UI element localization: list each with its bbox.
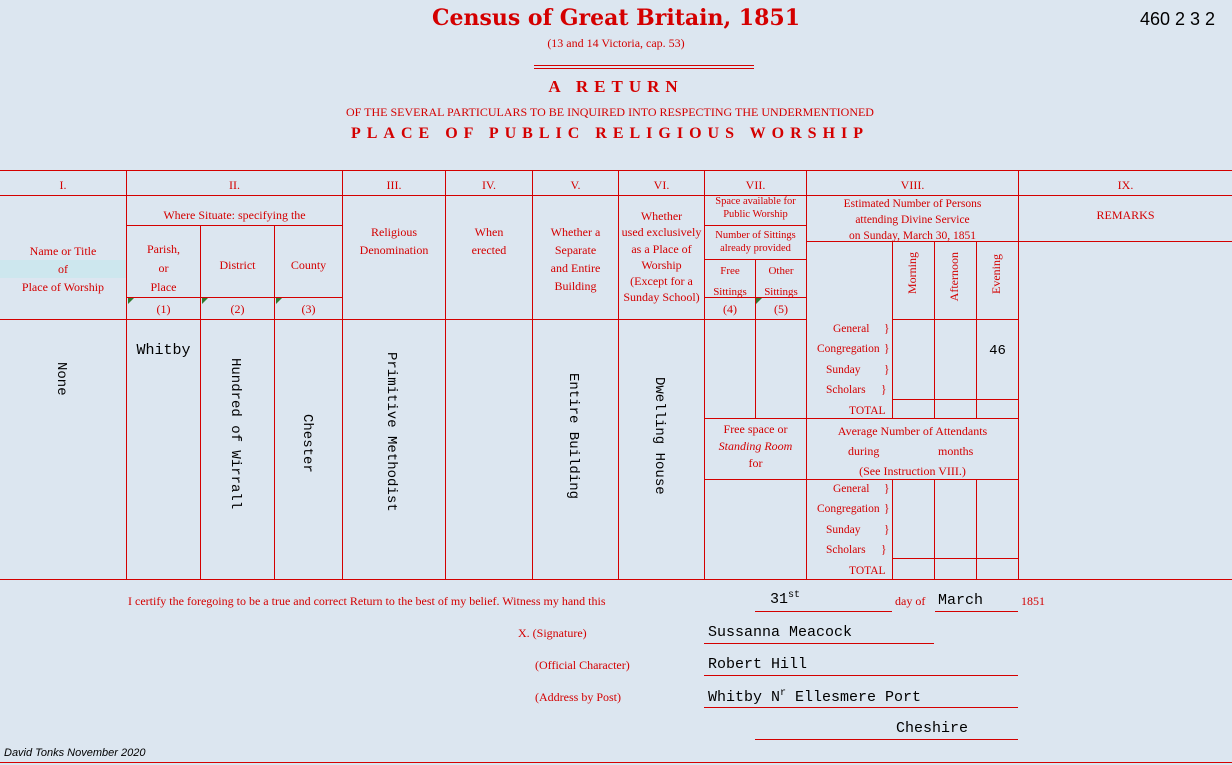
official-line (704, 675, 1018, 676)
col-numeral-2: II. (229, 178, 240, 192)
col7-space-header: Space available for Public Worship (715, 196, 796, 220)
grid-line (0, 319, 806, 320)
return-heading: A RETURN (548, 77, 684, 96)
grid-line (934, 241, 935, 418)
place-name-value: None (53, 362, 69, 396)
address-line (704, 707, 1018, 708)
exclusive-use-value: Dwelling House (651, 377, 667, 495)
address-label: (Address by Post) (535, 690, 621, 704)
address-value: Whitby $N^r$ Ellesmere Port (708, 688, 922, 706)
grid-line (934, 479, 935, 579)
grid-line (705, 225, 806, 226)
denomination-value: Primitive Methodist (383, 352, 399, 512)
col-numeral-1: I. (59, 178, 67, 192)
grid-line (274, 225, 275, 579)
address-line-2 (755, 739, 1018, 740)
certification-statement: I certify the foregoing to be a true and correct Return to the best of my belief. Witness my hand this (128, 594, 606, 608)
col-num-4: (4) (723, 302, 737, 316)
official-value: Robert Hill (708, 656, 808, 673)
col-numeral-4: IV. (481, 178, 497, 192)
grid-line (127, 225, 342, 226)
free-sittings-header: Free Sittings (713, 265, 747, 298)
grid-line (127, 297, 342, 298)
address-value-2: Cheshire (896, 720, 969, 737)
evening-congregation-value: 46 (989, 343, 1006, 359)
title-rule-2 (534, 68, 754, 69)
corner-marker (202, 298, 208, 304)
col5-header: Whether a Separate and Entire Building (550, 225, 601, 293)
average-labels: General } Congregation } Sunday } Scholars } TOTAL (817, 483, 890, 577)
day-of-label: day of (895, 594, 926, 608)
grid-line (892, 558, 1018, 559)
official-label: (Official Character) (535, 658, 630, 672)
col-num-5: (5) (774, 302, 788, 316)
col2-header: Where Situate: specifying the (163, 208, 306, 222)
col-numeral-3: III. (386, 178, 402, 192)
title-rule (534, 65, 754, 66)
other-sittings-header: Other Sittings (764, 265, 798, 298)
col-num-2: (2) (230, 302, 245, 316)
col-num-1: (1) (156, 302, 171, 316)
corner-marker (128, 298, 134, 304)
col1-header: Name or Title of Place of Worship (0, 242, 126, 296)
grid-line (976, 241, 977, 418)
col-numeral-6: VI. (653, 178, 670, 192)
grid-line (0, 579, 1232, 580)
col4-header: When erected (471, 225, 507, 257)
remarks-header: REMARKS (1096, 208, 1155, 222)
signature-value: Sussanna Meacock (708, 624, 853, 641)
col-numeral-9: IX. (1117, 178, 1134, 192)
county-value: Chester (299, 414, 315, 473)
col-numeral-5: V. (570, 178, 581, 192)
grid-line (892, 479, 893, 579)
form-subtitle: (13 and 14 Victoria, cap. 53) (547, 36, 685, 50)
separate-building-value: Entire Building (565, 373, 581, 500)
morning-header: Morning (905, 252, 919, 294)
particulars-text: OF THE SEVERAL PARTICULARS TO BE INQUIRED INTO RESPECTING THE UNDERMENTIONED (346, 105, 874, 119)
grid-line (0, 762, 1232, 763)
col7-sittings-header: Number of Sittings already provided (715, 230, 796, 254)
average-attendants-header: Average Number of Attendants during months (See Instruction VIII.) (837, 424, 988, 478)
reference-number: 460 2 3 2 (1140, 9, 1216, 29)
grid-line (892, 319, 1018, 320)
certification-month: March (938, 592, 984, 609)
col-num-3: (3) (301, 302, 316, 316)
certification-year: 1851 (1021, 594, 1045, 608)
grid-line (0, 195, 1232, 196)
day-line (755, 611, 892, 612)
signature-line (704, 643, 934, 644)
col6-header: Whether used exclusively as a Place of Worship (Except for a Sunday School) (621, 209, 702, 305)
col8-header: Estimated Number of Persons attending Divine Service on Sunday, March 30, 1851 (843, 198, 982, 242)
grid-line (126, 170, 127, 579)
month-line (935, 611, 1018, 612)
col-numeral-7: VII. (745, 178, 766, 192)
grid-line (0, 170, 1232, 171)
grid-line (892, 399, 1018, 400)
evening-header: Evening (989, 254, 1003, 294)
district-value: Hundred of Wirrall (227, 358, 243, 510)
parish-value: Whitby (136, 342, 191, 359)
signature-label: X. (Signature) (518, 626, 587, 640)
grid-line (200, 225, 201, 579)
grid-line (892, 241, 893, 418)
place-heading: PLACE OF PUBLIC RELIGIOUS WORSHIP (350, 125, 870, 142)
form-title: Census of Great Britain, 1851 (431, 5, 801, 31)
corner-marker (276, 298, 282, 304)
col3-header: Religious Denomination (359, 225, 429, 257)
col-numeral-8: VIII. (900, 178, 925, 192)
free-space-label: Free space or Standing Room for (718, 422, 793, 470)
attendance-labels: General } Congregation } Sunday } Scholars } TOTAL (817, 323, 890, 417)
grid-line (1018, 170, 1019, 579)
certification-day: 31st (770, 590, 801, 608)
district-header: District (219, 258, 256, 272)
afternoon-header: Afternoon (947, 252, 961, 302)
grid-line (976, 479, 977, 579)
credit-text: David Tonks November 2020 (4, 747, 146, 759)
parish-header: Parish, or Place (147, 242, 180, 294)
county-header: County (290, 258, 327, 272)
